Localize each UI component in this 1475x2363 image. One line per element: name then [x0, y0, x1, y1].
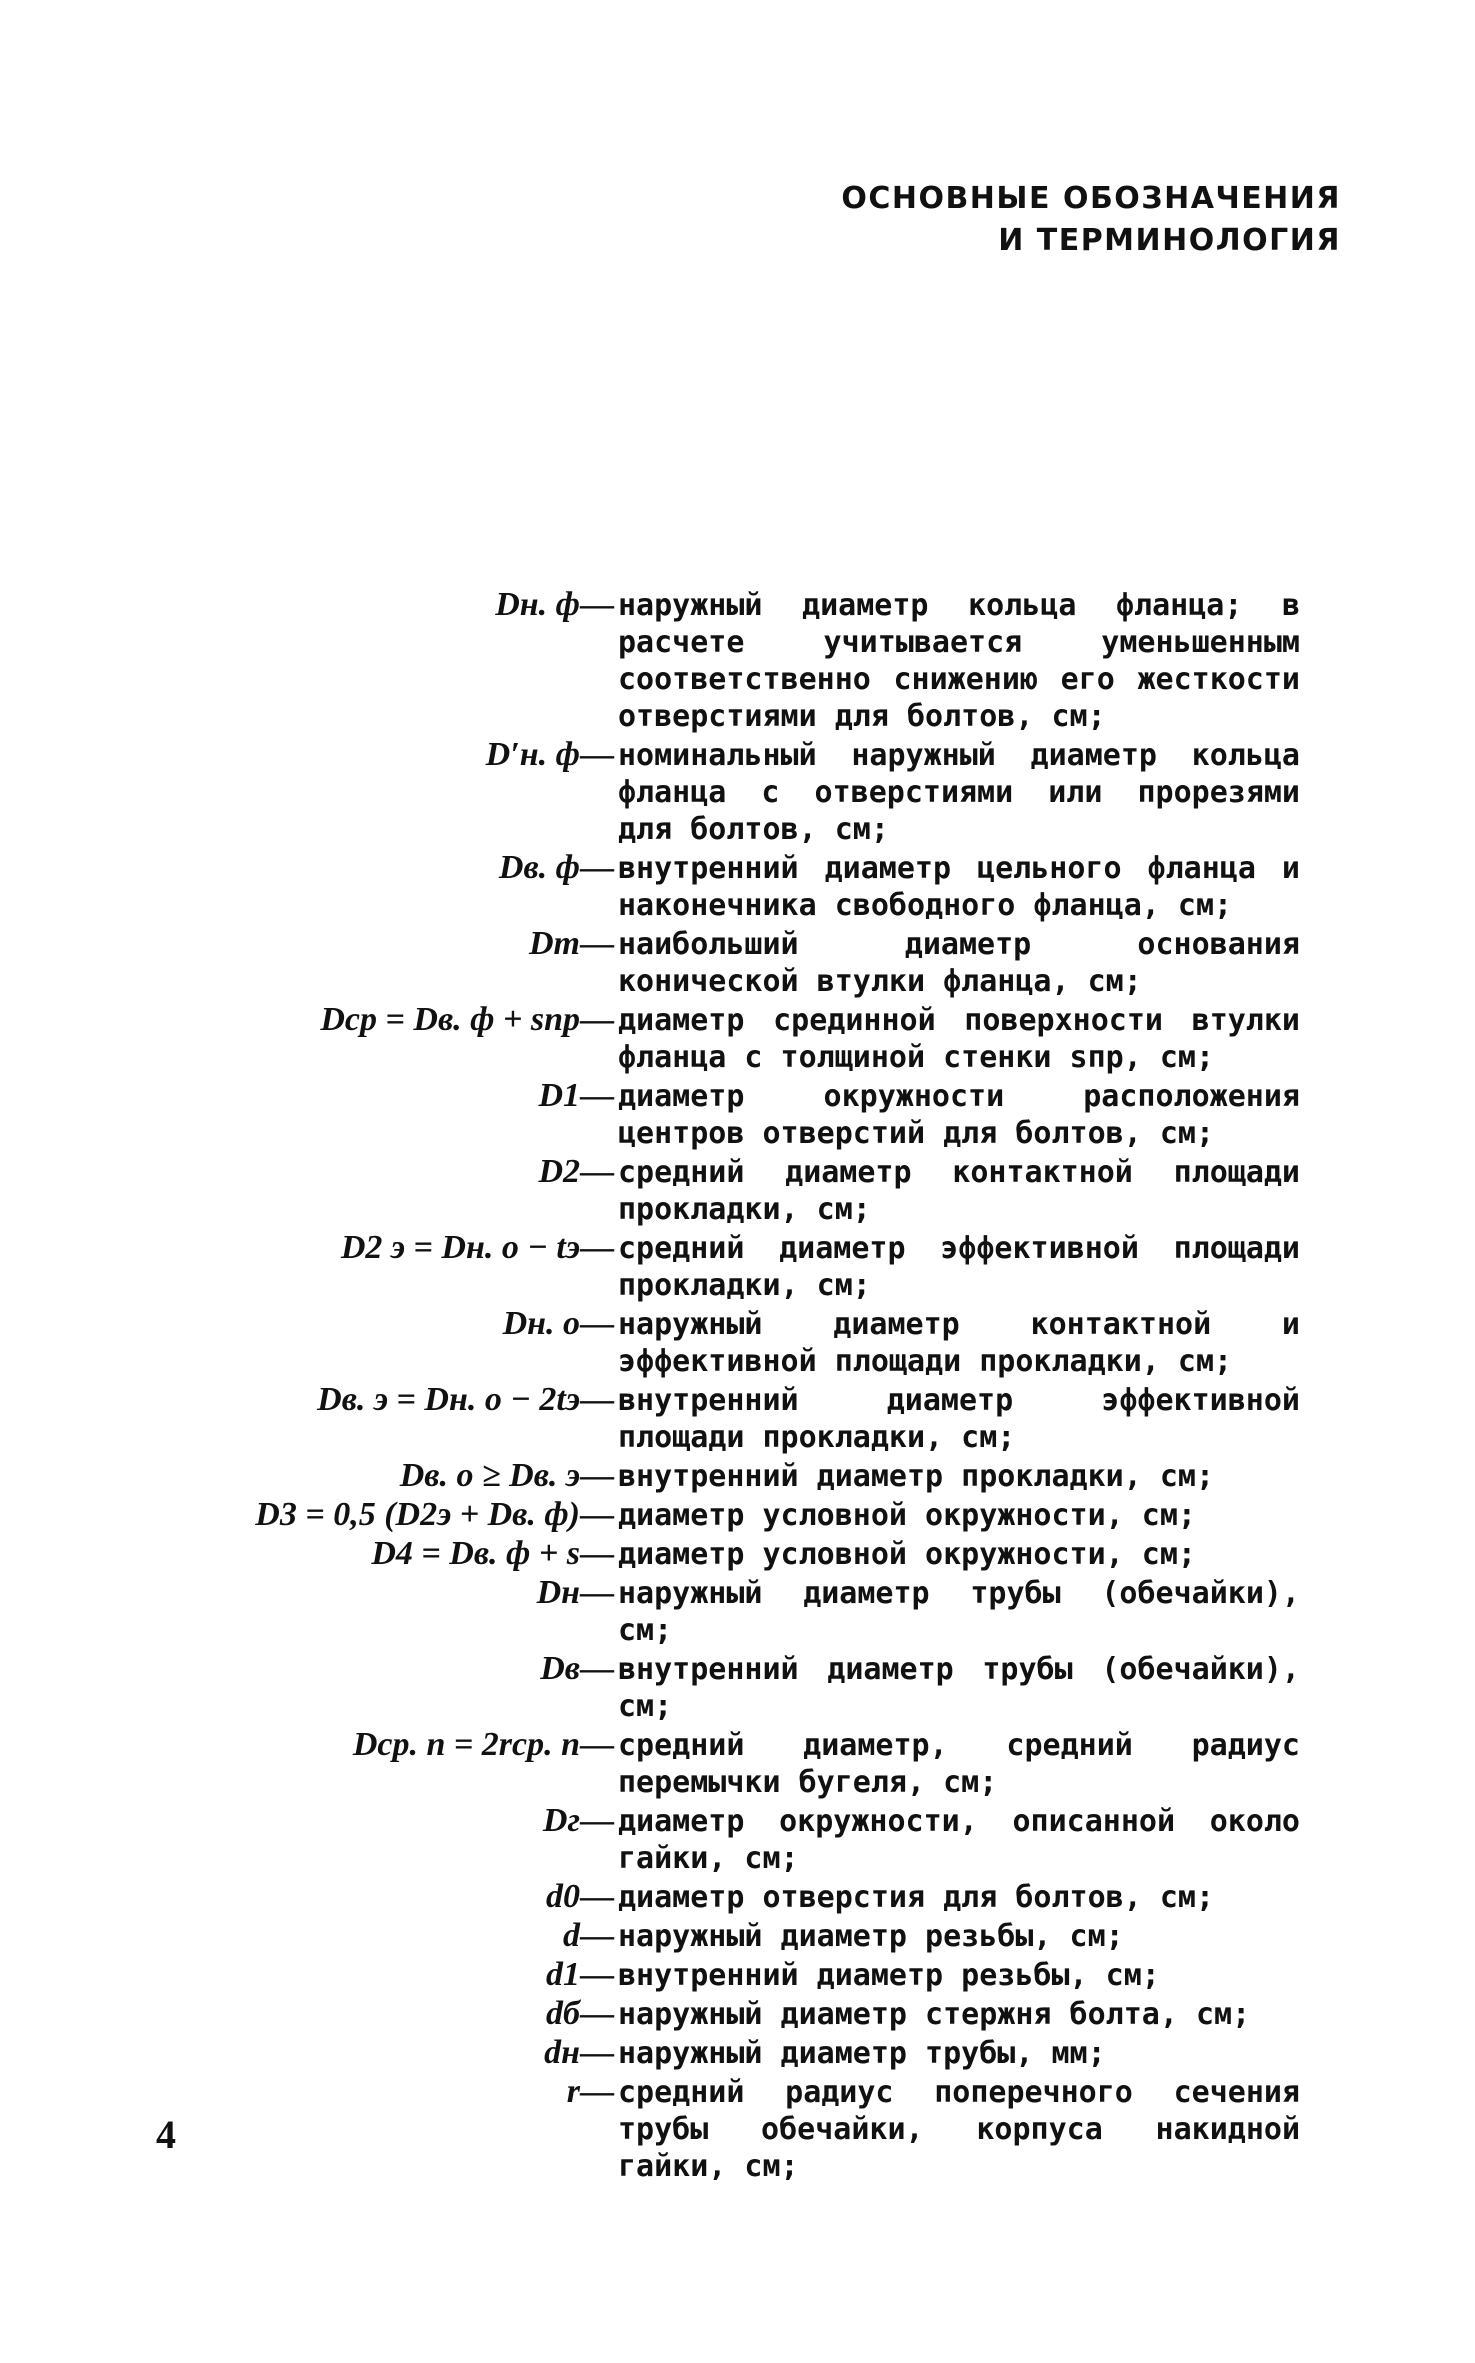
definition-text: средний радиус поперечного сечения трубы обечайки, корпуса накидной гайки, см;: [618, 2075, 1300, 2184]
definition-symbol: Dср. п = 2rср. п: [352, 1726, 580, 1763]
definition-row: [140, 1649, 1300, 1725]
definition-text: внутренний диаметр прокладки, см;: [618, 1459, 1215, 1494]
definition-text: наибольший диаметр основания конической втулки фланца, см;: [618, 927, 1300, 999]
definition-symbol: D1: [538, 1077, 580, 1114]
definition-symbol: Dср = Dв. ф + sпр: [320, 1001, 580, 1038]
definition-dash: —: [580, 925, 614, 962]
definition-symbol: D4 = Dв. ф + s: [371, 1535, 580, 1572]
definition-text: внутренний диаметр трубы (обечайки), см;: [618, 1652, 1300, 1724]
definition-dash: —: [580, 1153, 614, 1190]
title-line-2: И ТЕРМИНОЛОГИЯ: [998, 223, 1341, 258]
definition-row: [140, 1228, 1300, 1304]
definition-text: средний диаметр эффективной площади прокладки, см;: [618, 1231, 1300, 1303]
definition-text: наружный диаметр кольца фланца; в расчете учитывается уменьшенным соответственно снижению его жесткости отверстиями для болтов, см;: [618, 588, 1300, 734]
definition-row: [140, 1877, 1300, 1916]
definition-dash: —: [580, 2034, 614, 2071]
definition-text: наружный диаметр трубы (обечайки), см;: [618, 1576, 1300, 1648]
definition-dash: —: [580, 1001, 614, 1038]
definition-symbol: d0: [546, 1878, 580, 1915]
definition-dash: —: [580, 1535, 614, 1572]
definition-symbol: Dн. о: [502, 1305, 580, 1342]
definition-row: [140, 924, 1300, 1000]
definition-row: [140, 1534, 1300, 1573]
definition-dash: —: [580, 1726, 614, 1763]
definition-symbol: d1: [546, 1956, 580, 1993]
definition-row: [140, 1955, 1300, 1994]
definition-dash: —: [580, 586, 614, 623]
definition-text: диаметр отверстия для болтов, см;: [618, 1880, 1215, 1915]
definition-row: [140, 1456, 1300, 1495]
definition-dash: —: [580, 1381, 614, 1418]
definition-dash: —: [580, 1802, 614, 1839]
definition-symbol: Dг: [542, 1802, 580, 1839]
definition-symbol: dб: [546, 1995, 580, 2032]
definition-text: диаметр условной окружности, см;: [618, 1498, 1196, 1533]
page-title: [841, 178, 1341, 262]
page-number: 4: [156, 2112, 176, 2157]
definition-text: наружный диаметр контактной и эффективной площади прокладки, см;: [618, 1307, 1300, 1379]
definition-row: [140, 1152, 1300, 1228]
definition-row: [140, 585, 1300, 735]
definition-dash: —: [580, 849, 614, 886]
definition-symbol: dн: [544, 2034, 580, 2071]
definition-row: [140, 735, 1300, 848]
definition-row: [140, 2072, 1300, 2185]
definition-symbol: Dв. о ≥ Dв. э: [399, 1457, 580, 1494]
definition-row: [140, 1495, 1300, 1534]
definition-row: [140, 1801, 1300, 1877]
definition-symbol: Dв. ф: [498, 849, 580, 886]
definition-text: наружный диаметр резьбы, см;: [618, 1919, 1124, 1954]
definitions-list: [140, 585, 1300, 2185]
definition-symbol: Dн: [536, 1574, 580, 1611]
definition-row: [140, 1076, 1300, 1152]
definition-row: [140, 1916, 1300, 1955]
definition-dash: —: [580, 1077, 614, 1114]
definition-symbol: Dв: [540, 1650, 580, 1687]
definition-dash: —: [580, 1995, 614, 2032]
definition-text: диаметр окружности расположения центров отверстий для болтов, см;: [618, 1079, 1300, 1151]
definition-symbol: Dв. э = Dн. о − 2tэ: [317, 1381, 580, 1418]
definition-dash: —: [580, 1650, 614, 1687]
definition-text: номинальный наружный диаметр кольца фланца с отверстиями или прорезями для болтов, см;: [618, 738, 1300, 847]
definition-row: [140, 848, 1300, 924]
definition-text: средний диаметр, средний радиус перемычки бугеля, см;: [618, 1728, 1300, 1800]
definition-text: средний диаметр контактной площади прокладки, см;: [618, 1155, 1300, 1227]
definition-row: [140, 1380, 1300, 1456]
definition-dash: —: [580, 1917, 614, 1954]
definition-dash: —: [580, 2073, 614, 2110]
definition-symbol: D2: [538, 1153, 580, 1190]
definition-dash: —: [580, 1305, 614, 1342]
definition-symbol: D3 = 0,5 (D2э + Dв. ф): [255, 1496, 580, 1533]
definition-text: наружный диаметр стержня болта, см;: [618, 1997, 1251, 2032]
definition-row: [140, 2033, 1300, 2072]
definition-text: диаметр условной окружности, см;: [618, 1537, 1196, 1572]
definition-text: внутренний диаметр резьбы, см;: [618, 1958, 1160, 1993]
definition-text: диаметр срединной поверхности втулки фланца с толщиной стенки sпр, см;: [618, 1003, 1300, 1075]
definition-row: [140, 1304, 1300, 1380]
definition-dash: —: [580, 1229, 614, 1266]
definition-symbol: d: [563, 1917, 580, 1954]
definition-row: [140, 1573, 1300, 1649]
definition-dash: —: [580, 1574, 614, 1611]
title-line-1: ОСНОВНЫЕ ОБОЗНАЧЕНИЯ: [841, 181, 1341, 216]
definition-symbol: D2 э = Dн. о − tэ: [340, 1229, 580, 1266]
definition-dash: —: [580, 1956, 614, 1993]
definition-text: внутренний диаметр цельного фланца и наконечника свободного фланца, см;: [618, 851, 1300, 923]
definition-text: наружный диаметр трубы, мм;: [618, 2036, 1106, 2071]
definition-symbol: Dн. ф: [495, 586, 580, 623]
definition-text: внутренний диаметр эффективной площади прокладки, см;: [618, 1383, 1300, 1455]
definition-symbol: r: [566, 2073, 580, 2110]
definition-dash: —: [580, 736, 614, 773]
definition-dash: —: [580, 1457, 614, 1494]
definition-text: диаметр окружности, описанной около гайки, см;: [618, 1804, 1300, 1876]
definition-symbol: D′н. ф: [485, 736, 580, 773]
definition-row: [140, 1725, 1300, 1801]
definition-dash: —: [580, 1878, 614, 1915]
definition-row: [140, 1994, 1300, 2033]
definition-symbol: Dт: [529, 925, 580, 962]
definition-dash: —: [580, 1496, 614, 1533]
definition-row: [140, 1000, 1300, 1076]
